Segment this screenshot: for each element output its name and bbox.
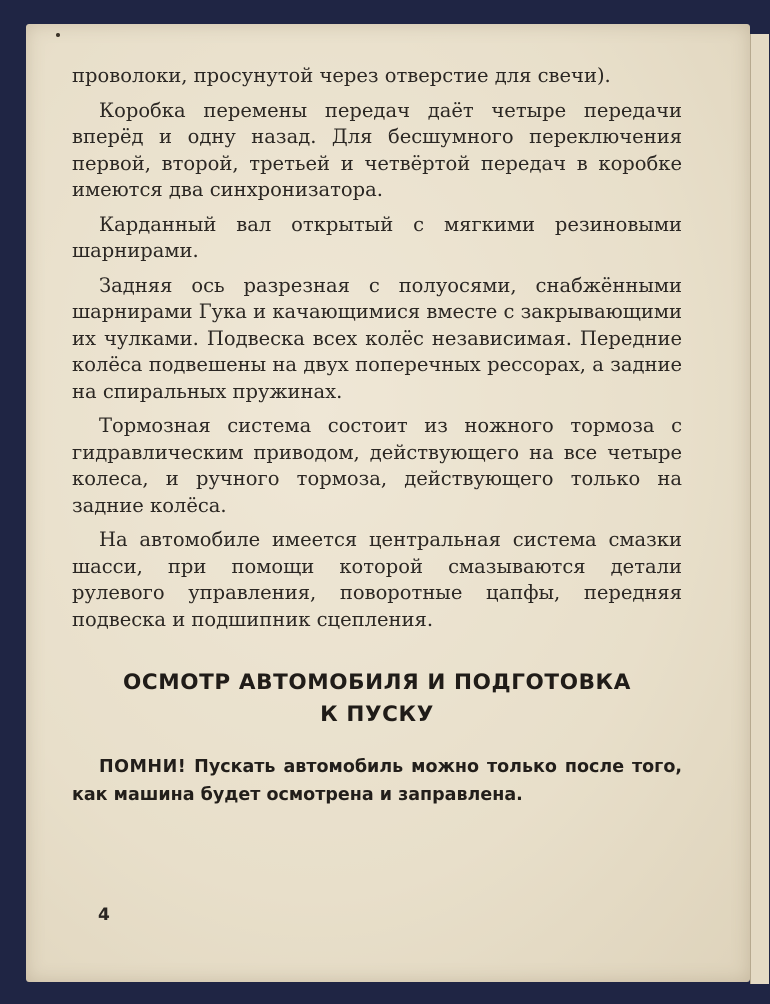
- paragraph: Задняя ось разрезная с полуосями, снабжёнными шарнирами Гука и качающимися вместе с закрывающими их чулками. Подвеска всех колёс независимая. Передние колёса подвешены на двух поперечных рессорах, а задние на спиральных пружинах.: [72, 273, 682, 403]
- warning-note: [72, 753, 682, 809]
- page-number: 4: [98, 905, 110, 925]
- print-speck: [56, 33, 60, 37]
- paragraph: Тормозная система состоит из ножного тормоза с гидравлическим приводом, действующего на все четыре колеса, и ручного тормоза, действующего только на задние колёса.: [72, 414, 682, 517]
- page-body: [72, 63, 682, 827]
- paragraph: Карданный вал открытый с мягкими резиновыми шарнирами.: [72, 212, 682, 262]
- warning-text: Пускать автомобиль можно только после того, как машина будет осмотрена и заправлена.: [72, 757, 682, 805]
- section-heading: [72, 667, 682, 731]
- warning-lead: ПОМНИ!: [99, 757, 187, 777]
- paragraph: проволоки, просунутой через отверстие для свечи).: [72, 64, 611, 87]
- paragraph: На автомобиле имеется центральная система смазки шасси, при помощи которой смазываются детали рулевого управления, поворотные цапфы, передняя подвеска и подшипник сцепления.: [72, 528, 682, 631]
- next-page-edge: [750, 34, 769, 984]
- paragraph: Коробка перемены передач даёт четыре передачи вперёд и одну назад. Для бесшумного переключения первой, второй, третьей и четвёртой передач в коробке имеются два синхронизатора.: [72, 98, 682, 201]
- heading-line: ОСМОТР АВТОМОБИЛЯ И ПОДГОТОВКА: [123, 670, 631, 695]
- heading-line: К ПУСКУ: [320, 702, 434, 727]
